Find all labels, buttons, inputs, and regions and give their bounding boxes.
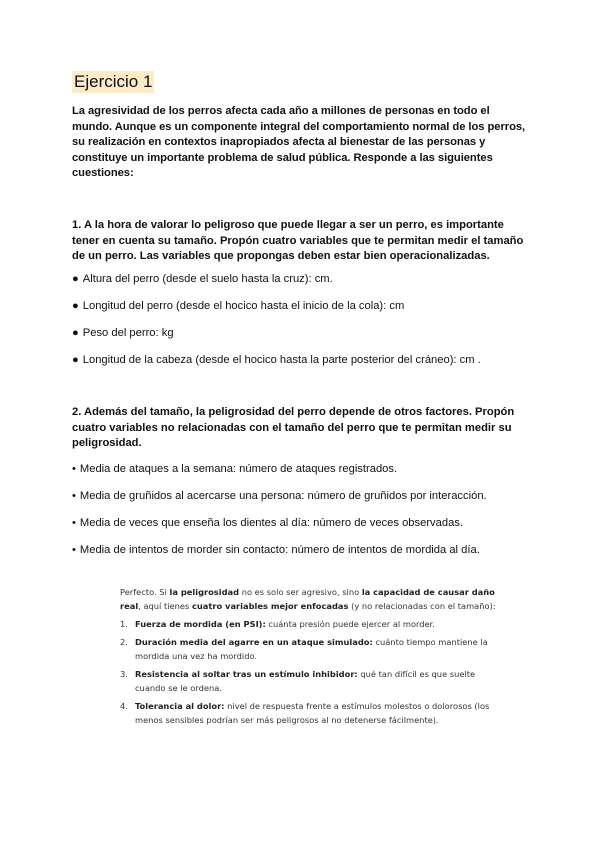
bullet-icon: ● — [72, 300, 79, 312]
q1-answer-text: Altura del perro (desde el suelo hasta la cruz): cm. — [82, 273, 333, 285]
item-text: cuánta presión puede ejercer al morder. — [265, 619, 435, 629]
bullet-icon: • — [72, 517, 76, 529]
item-label: Resistencia al soltar tras un estímulo inhibidor: — [135, 669, 358, 679]
bullet-icon: • — [72, 544, 76, 556]
q1-answer-item — [72, 353, 481, 368]
q2-answer-item — [72, 543, 480, 558]
item-text: qué tan difícil es que suelte cuando se le ordena. — [135, 669, 476, 693]
screenshot-list-item — [120, 699, 500, 727]
exercise-title: Ejercicio 1 — [74, 72, 153, 91]
item-label: Fuerza de mordida (en PSI): — [135, 619, 266, 629]
screenshot-intro-part: Perfecto. Si — [120, 587, 170, 597]
bullet-icon: • — [72, 463, 76, 475]
list-number: 4. — [120, 701, 128, 711]
item-label: Duración media del agarre en un ataque simulado: — [135, 637, 373, 647]
item-text: nivel de respuesta frente a estímulos molestos o dolorosos (los menos sensibles podrían ser más peligrosos al no detenerse fácilmente). — [135, 701, 490, 725]
list-number: 1. — [120, 619, 128, 629]
q1-answer-text: Peso del perro: kg — [82, 327, 174, 339]
q1-answer-text: Longitud del perro (desde el hocico hasta el inicio de la cola): cm — [82, 300, 405, 312]
intro-paragraph: La agresividad de los perros afecta cada año a millones de personas en todo el mundo. Aunque es un componente integral del comportamiento normal de los perros, su realización en contextos inapropiados afecta al bienestar de las personas y constituye un importante problema de salud pública. Responde a las siguientes cuestiones: — [72, 105, 526, 179]
pasted-screenshot — [120, 585, 500, 731]
list-number: 3. — [120, 669, 128, 679]
q2-answer-item — [72, 462, 397, 477]
bullet-icon: ● — [72, 327, 79, 339]
bullet-icon: ● — [72, 273, 79, 285]
bullet-icon: • — [72, 490, 76, 502]
bullet-icon: ● — [72, 354, 79, 366]
screenshot-list-item — [120, 617, 500, 631]
q2-answer-item — [72, 489, 487, 504]
screenshot-intro-part: no es solo ser agresivo, sino — [239, 587, 362, 597]
q2-answer-text: Media de ataques a la semana: número de ataques registrados. — [79, 463, 398, 475]
q2-answer-text: Media de intentos de morder sin contacto: número de intentos de mordida al día. — [79, 544, 480, 556]
question-2-heading: 2. Además del tamaño, la peligrosidad del perro depende de otros factores. Propón cuatro variables no relacionadas con el tamaño del perro que te permitan medir su peligrosidad. — [72, 406, 515, 449]
screenshot-list-item — [120, 667, 500, 695]
screenshot-intro-part: la peligrosidad — [169, 587, 240, 597]
q1-answer-item — [72, 272, 333, 287]
q1-answer-item — [72, 326, 174, 341]
item-label: Tolerancia al dolor: — [135, 701, 225, 711]
q1-answer-item — [72, 299, 404, 314]
list-number: 2. — [120, 637, 128, 647]
question-1-heading: 1. A la hora de valorar lo peligroso que puede llegar a ser un perro, es importante tener en cuenta su tamaño. Propón cuatro variables que te permitan medir el tamaño de un perro. Las variables que propongas deben estar bien operacionalizadas. — [72, 219, 524, 262]
screenshot-intro-part: cuatro variables mejor enfocadas — [191, 601, 349, 611]
screenshot-intro-part: , aquí tienes — [138, 601, 192, 611]
screenshot-intro-part: (y no relacionadas con el tamaño): — [348, 601, 496, 611]
q2-answer-text: Media de veces que enseña los dientes al día: número de veces observadas. — [79, 517, 464, 529]
q2-answer-item — [72, 516, 463, 531]
q1-answer-text: Longitud de la cabeza (desde el hocico hasta la parte posterior del cráneo): cm . — [82, 354, 481, 366]
q2-answer-text: Media de gruñidos al acercarse una persona: número de gruñidos por interacción. — [79, 490, 487, 502]
item-text: cuánto tiempo mantiene la mordida una vez ha mordido. — [135, 637, 488, 661]
screenshot-intro — [120, 585, 500, 613]
screenshot-list — [120, 617, 500, 727]
screenshot-list-item — [120, 635, 500, 663]
screenshot-intro-part: la capacidad de causar daño real — [120, 587, 495, 611]
